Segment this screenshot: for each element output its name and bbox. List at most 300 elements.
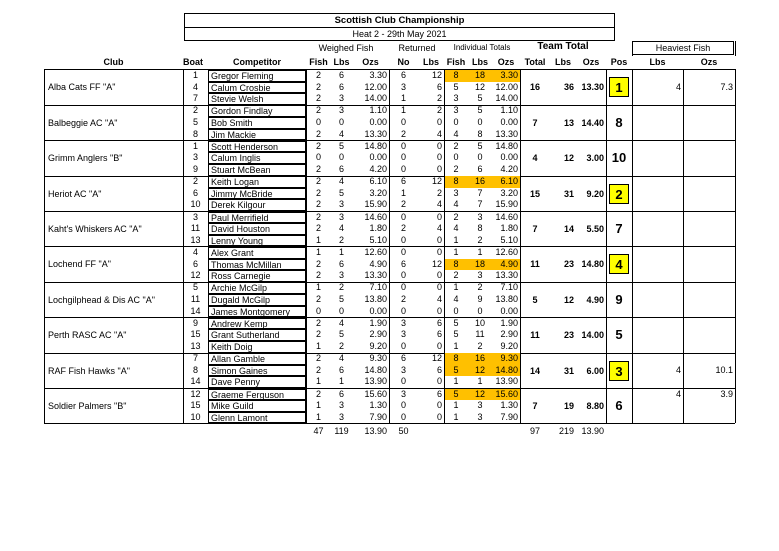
ind-lbs-cell: 18 xyxy=(468,70,492,82)
ind-lbs-cell: 5 xyxy=(477,93,483,104)
ind-ozs-cell: 1.30 xyxy=(500,400,518,411)
col-header-fish: Fish xyxy=(309,57,328,67)
returned-lbs-cell: 6 xyxy=(436,317,442,328)
ind-lbs-cell: 5 xyxy=(477,140,483,151)
lbs-cell: 5 xyxy=(338,294,344,304)
position-cell: 2 xyxy=(609,184,629,204)
boat-cell: 3 xyxy=(192,211,198,222)
ind-ozs-cell: 15.90 xyxy=(495,199,518,210)
grid-line xyxy=(632,41,633,56)
returned-no-cell: 2 xyxy=(400,294,406,304)
lbs-cell: 1 xyxy=(338,247,344,257)
returned-lbs-cell: 6 xyxy=(436,81,442,92)
ind-ozs-cell: 7.90 xyxy=(500,411,518,422)
lbs-cell: 2 xyxy=(338,282,344,293)
team-lbs-cell: 14 xyxy=(563,224,574,234)
ind-ozs-cell: 9.20 xyxy=(500,341,518,351)
fish-cell: 1 xyxy=(315,247,321,257)
fish-cell: 2 xyxy=(315,211,321,222)
ind-ozs-cell: 0.00 xyxy=(500,117,518,127)
ind-fish-cell: 1 xyxy=(453,341,459,351)
ind-lbs-cell: 7 xyxy=(477,187,483,198)
returned-lbs-cell: 0 xyxy=(436,164,442,174)
team-lbs-cell: 13 xyxy=(563,117,574,128)
col-header-pos: Pos xyxy=(610,57,628,67)
returned-no-cell: 0 xyxy=(400,376,406,387)
position-cell: 6 xyxy=(615,398,623,413)
ind-ozs-cell: 14.60 xyxy=(495,211,518,222)
ind-fish-cell: 2 xyxy=(453,164,459,174)
returned-lbs-cell: 0 xyxy=(436,211,442,222)
returned-no-cell: 2 xyxy=(400,223,406,234)
fish-cell: 2 xyxy=(315,70,321,80)
returned-no-cell: 0 xyxy=(400,270,406,281)
boat-cell: 9 xyxy=(192,164,198,174)
club-name: Soldier Palmers "B" xyxy=(48,401,127,411)
fish-cell: 2 xyxy=(315,364,321,375)
team-total-cell: 7 xyxy=(532,401,538,411)
ozs-cell: 9.20 xyxy=(369,341,387,351)
returned-no-cell: 3 xyxy=(400,317,406,328)
heaviest-ozs-cell: 10.1 xyxy=(715,364,733,375)
col-header-returned-no: No xyxy=(397,57,410,67)
ind-ozs-cell: 6.10 xyxy=(492,176,520,188)
team-lbs-cell: 23 xyxy=(563,330,574,341)
team-ozs-cell: 4.90 xyxy=(586,294,604,305)
header-heaviest-fish: Heaviest Fish xyxy=(632,41,734,55)
ind-fish-cell: 1 xyxy=(453,411,459,422)
ozs-cell: 0.00 xyxy=(369,305,387,316)
col-header-club: Club xyxy=(103,57,124,67)
col-header-lbs: Lbs xyxy=(333,57,350,67)
boat-cell: 11 xyxy=(190,294,201,304)
competitor-cell: Glenn Lamont xyxy=(208,412,306,424)
competitor-cell: David Houston xyxy=(208,223,306,235)
competitor-cell: Keith Doig xyxy=(208,341,306,353)
club-name: Lochgilphead & Dis AC "A" xyxy=(48,294,155,305)
team-ozs-cell: 8.80 xyxy=(586,401,604,411)
competitor-cell: Gregor Fleming xyxy=(208,70,306,82)
boat-cell: 14 xyxy=(190,376,201,387)
col-header-heaviest-ozs: Ozs xyxy=(700,57,718,67)
ind-fish-cell: 3 xyxy=(453,93,459,104)
ind-fish-cell: 1 xyxy=(453,282,459,293)
lbs-cell: 6 xyxy=(338,70,344,80)
ind-ozs-cell: 7.10 xyxy=(500,282,518,293)
grid-line xyxy=(44,423,632,424)
competitor-cell: Keith Logan xyxy=(208,176,306,188)
sheet-subtitle: Heat 2 - 29th May 2021 xyxy=(184,27,615,41)
ind-ozs-cell: 3.20 xyxy=(500,187,518,198)
lbs-cell: 4 xyxy=(338,223,344,234)
competitor-cell: Mike Guild xyxy=(208,400,306,412)
boat-cell: 1 xyxy=(192,140,198,151)
returned-no-cell: 0 xyxy=(400,152,406,163)
returned-no-cell: 1 xyxy=(400,187,406,198)
ind-fish-cell: 8 xyxy=(444,353,468,365)
position-cell: 4 xyxy=(609,254,629,274)
lbs-cell: 6 xyxy=(338,388,344,399)
competitor-cell: Alex Grant xyxy=(208,247,306,259)
team-total-cell: 5 xyxy=(532,294,538,305)
fish-cell: 2 xyxy=(315,329,321,340)
team-lbs-cell: 31 xyxy=(563,365,574,376)
total-team-lbs: 219 xyxy=(558,426,574,437)
competitor-cell: Bob Smith xyxy=(208,117,306,129)
lbs-cell: 1 xyxy=(338,376,344,387)
ozs-cell: 12.00 xyxy=(364,81,387,92)
returned-lbs-cell: 12 xyxy=(431,353,442,364)
ind-lbs-cell: 8 xyxy=(477,128,483,139)
returned-lbs-cell: 6 xyxy=(436,388,442,399)
lbs-cell: 4 xyxy=(338,353,344,364)
returned-lbs-cell: 2 xyxy=(436,105,442,116)
header-team-total: Team Total xyxy=(537,41,589,52)
lbs-cell: 3 xyxy=(338,411,344,422)
ozs-cell: 7.10 xyxy=(369,282,387,293)
team-ozs-cell: 3.00 xyxy=(586,153,604,164)
grid-line xyxy=(606,69,607,423)
ind-lbs-cell: 7 xyxy=(477,199,483,210)
returned-no-cell: 0 xyxy=(400,341,406,351)
competitor-cell: James Montgomery xyxy=(208,306,306,318)
col-header-returned-lbs: Lbs xyxy=(422,57,439,67)
ind-fish-cell: 1 xyxy=(453,234,459,245)
returned-no-cell: 6 xyxy=(400,353,406,364)
returned-lbs-cell: 0 xyxy=(436,376,442,387)
ozs-cell: 1.30 xyxy=(369,400,387,411)
ind-fish-cell: 5 xyxy=(444,389,468,401)
fish-cell: 2 xyxy=(315,187,321,198)
ozs-cell: 4.20 xyxy=(369,164,387,174)
fish-cell: 2 xyxy=(315,353,321,364)
returned-no-cell: 6 xyxy=(400,70,406,80)
returned-no-cell: 0 xyxy=(400,211,406,222)
ind-ozs-cell: 3.30 xyxy=(492,70,520,82)
col-header-team-ozs: Ozs xyxy=(582,57,600,67)
boat-cell: 12 xyxy=(190,388,201,399)
returned-lbs-cell: 0 xyxy=(436,305,442,316)
competitor-cell: Stuart McBean xyxy=(208,164,306,176)
returned-lbs-cell: 2 xyxy=(436,93,442,104)
lbs-cell: 2 xyxy=(338,234,344,245)
ind-lbs-cell: 6 xyxy=(477,164,483,174)
fish-cell: 2 xyxy=(315,81,321,92)
ind-ozs-cell: 12.00 xyxy=(495,81,518,92)
ozs-cell: 3.30 xyxy=(369,70,387,80)
returned-no-cell: 0 xyxy=(400,247,406,257)
competitor-cell: Stevie Welsh xyxy=(208,93,306,105)
grid-line xyxy=(632,69,633,423)
ind-ozs-cell: 5.10 xyxy=(500,234,518,245)
ind-lbs-cell: 2 xyxy=(477,282,483,293)
ind-lbs-cell: 10 xyxy=(474,317,485,328)
ind-lbs-cell: 3 xyxy=(477,400,483,411)
ind-fish-cell: 2 xyxy=(453,140,459,151)
sheet-title: Scottish Club Championship xyxy=(184,13,615,28)
grid-line xyxy=(520,69,521,423)
ind-fish-cell: 4 xyxy=(453,128,459,139)
ozs-cell: 7.90 xyxy=(369,411,387,422)
club-name: RAF Fish Hawks "A" xyxy=(48,365,130,376)
col-header-heaviest-lbs: Lbs xyxy=(649,57,666,67)
team-total-cell: 16 xyxy=(529,82,540,93)
club-name: Grimm Anglers "B" xyxy=(48,153,123,164)
competitor-cell: Scott Henderson xyxy=(208,141,306,153)
lbs-cell: 4 xyxy=(338,176,344,187)
returned-lbs-cell: 0 xyxy=(436,117,442,127)
team-total-cell: 15 xyxy=(529,188,540,199)
ozs-cell: 0.00 xyxy=(369,152,387,163)
ind-fish-cell: 5 xyxy=(453,81,459,92)
ozs-cell: 12.60 xyxy=(364,247,387,257)
ozs-cell: 15.90 xyxy=(364,199,387,210)
ind-lbs-cell: 0 xyxy=(477,117,483,127)
ind-fish-cell: 0 xyxy=(453,117,459,127)
boat-cell: 8 xyxy=(192,364,198,375)
ind-lbs-cell: 0 xyxy=(477,152,483,163)
ind-fish-cell: 8 xyxy=(444,259,468,271)
returned-lbs-cell: 0 xyxy=(436,152,442,163)
returned-no-cell: 3 xyxy=(400,81,406,92)
ozs-cell: 9.30 xyxy=(369,353,387,364)
team-ozs-cell: 14.40 xyxy=(581,117,604,128)
boat-cell: 8 xyxy=(192,128,198,139)
ind-lbs-cell: 11 xyxy=(475,329,485,340)
returned-lbs-cell: 12 xyxy=(431,176,442,187)
lbs-cell: 3 xyxy=(338,199,344,210)
competitor-cell: Simon Gaines xyxy=(208,365,306,377)
team-lbs-cell: 12 xyxy=(563,153,574,164)
ind-fish-cell: 0 xyxy=(453,152,459,163)
fish-cell: 2 xyxy=(315,140,321,151)
boat-cell: 12 xyxy=(190,270,201,281)
grid-line xyxy=(183,69,184,423)
returned-lbs-cell: 0 xyxy=(436,234,442,245)
ozs-cell: 13.90 xyxy=(364,376,387,387)
returned-no-cell: 3 xyxy=(400,364,406,375)
total-ozs: 13.90 xyxy=(364,426,387,437)
ozs-cell: 14.80 xyxy=(364,140,387,151)
ind-fish-cell: 2 xyxy=(453,211,459,222)
heaviest-lbs-cell: 4 xyxy=(675,388,681,399)
competitor-cell: Andrew Kemp xyxy=(208,318,306,330)
header-weighed-fish: Weighed Fish xyxy=(318,43,374,53)
returned-lbs-cell: 0 xyxy=(436,282,442,293)
ind-ozs-cell: 13.90 xyxy=(495,376,518,387)
grid-line xyxy=(735,69,736,423)
boat-cell: 9 xyxy=(192,317,198,328)
ozs-cell: 13.80 xyxy=(364,294,387,304)
fish-cell: 2 xyxy=(315,176,321,187)
ind-fish-cell: 2 xyxy=(453,270,459,281)
returned-no-cell: 0 xyxy=(400,400,406,411)
team-ozs-cell: 14.80 xyxy=(581,259,604,270)
team-ozs-cell: 14.00 xyxy=(581,330,604,341)
ozs-cell: 0.00 xyxy=(369,117,387,127)
boat-cell: 5 xyxy=(192,117,198,127)
total-returned-no: 50 xyxy=(398,426,409,437)
lbs-cell: 5 xyxy=(338,329,344,340)
boat-cell: 3 xyxy=(192,152,198,163)
boat-cell: 4 xyxy=(192,81,198,92)
team-lbs-cell: 19 xyxy=(563,401,574,411)
heaviest-ozs-cell: 3.9 xyxy=(720,388,733,399)
fish-cell: 2 xyxy=(315,223,321,234)
fish-cell: 1 xyxy=(315,282,321,293)
boat-cell: 7 xyxy=(192,93,198,104)
ind-ozs-cell: 1.10 xyxy=(500,105,518,116)
competitor-cell: Jim Mackie xyxy=(208,129,306,141)
team-lbs-cell: 23 xyxy=(563,259,574,270)
lbs-cell: 4 xyxy=(338,128,344,139)
lbs-cell: 3 xyxy=(338,270,344,281)
competitor-cell: Archie McGilp xyxy=(208,282,306,294)
returned-lbs-cell: 12 xyxy=(431,258,442,269)
fish-cell: 1 xyxy=(315,400,321,411)
ind-ozs-cell: 2.90 xyxy=(500,329,518,340)
total-lbs: 119 xyxy=(334,426,349,437)
returned-no-cell: 0 xyxy=(400,117,406,127)
fish-cell: 0 xyxy=(315,117,321,127)
col-header-competitor: Competitor xyxy=(233,57,281,67)
fish-cell: 2 xyxy=(315,93,321,104)
returned-lbs-cell: 6 xyxy=(436,364,442,375)
competitor-cell: Ross Carnegie xyxy=(208,270,306,282)
lbs-cell: 6 xyxy=(338,258,344,269)
ozs-cell: 14.80 xyxy=(364,364,387,375)
ozs-cell: 13.30 xyxy=(364,270,387,281)
lbs-cell: 0 xyxy=(338,117,344,127)
fish-cell: 1 xyxy=(315,341,321,351)
grid-line xyxy=(44,69,45,423)
club-name: Alba Cats FF "A" xyxy=(48,82,116,93)
col-header-ozs: Ozs xyxy=(362,57,379,67)
fish-cell: 2 xyxy=(315,294,321,304)
ind-fish-cell: 0 xyxy=(453,305,459,316)
heaviest-lbs-cell: 4 xyxy=(675,81,681,92)
ozs-cell: 13.30 xyxy=(364,128,387,139)
returned-lbs-cell: 4 xyxy=(436,199,442,210)
fish-cell: 2 xyxy=(315,258,321,269)
fish-cell: 0 xyxy=(315,152,321,163)
competitor-cell: Calum Crosbie xyxy=(208,82,306,94)
team-total-cell: 14 xyxy=(529,365,540,376)
header-returned: Returned xyxy=(398,43,436,53)
col-header-total: Total xyxy=(524,57,546,67)
team-ozs-cell: 5.50 xyxy=(586,224,604,234)
total-team-total: 97 xyxy=(529,426,540,437)
ind-ozs-cell: 14.80 xyxy=(492,365,520,377)
ind-ozs-cell: 14.00 xyxy=(495,93,518,104)
competitor-cell: Jimmy McBride xyxy=(208,188,306,200)
ind-lbs-cell: 12 xyxy=(468,365,492,377)
lbs-cell: 3 xyxy=(338,105,344,116)
ind-ozs-cell: 13.30 xyxy=(495,270,518,281)
lbs-cell: 6 xyxy=(338,164,344,174)
ind-lbs-cell: 1 xyxy=(477,247,483,257)
returned-no-cell: 6 xyxy=(400,176,406,187)
ind-lbs-cell: 18 xyxy=(468,259,492,271)
fish-cell: 2 xyxy=(315,128,321,139)
position-cell: 9 xyxy=(615,291,623,307)
ind-lbs-cell: 16 xyxy=(468,176,492,188)
returned-no-cell: 0 xyxy=(400,282,406,293)
lbs-cell: 5 xyxy=(338,187,344,198)
returned-lbs-cell: 0 xyxy=(436,411,442,422)
ind-fish-cell: 4 xyxy=(453,294,459,304)
ozs-cell: 1.80 xyxy=(369,223,387,234)
position-cell: 10 xyxy=(611,150,627,166)
club-name: Lochend FF "A" xyxy=(48,259,111,270)
ind-lbs-cell: 3 xyxy=(477,211,483,222)
returned-no-cell: 0 xyxy=(400,305,406,316)
total-team-ozs: 13.90 xyxy=(581,426,604,437)
boat-cell: 13 xyxy=(190,234,201,245)
competitor-cell: Allan Gamble xyxy=(208,353,306,365)
ind-ozs-cell: 14.80 xyxy=(495,140,518,151)
returned-lbs-cell: 4 xyxy=(436,128,442,139)
competitor-cell: Paul Merrifield xyxy=(208,212,306,224)
returned-no-cell: 3 xyxy=(400,388,406,399)
ind-ozs-cell: 13.80 xyxy=(495,294,518,304)
ind-ozs-cell: 0.00 xyxy=(500,305,518,316)
returned-lbs-cell: 0 xyxy=(436,341,442,351)
ind-fish-cell: 8 xyxy=(444,176,468,188)
ind-fish-cell: 3 xyxy=(453,105,459,116)
col-header-ind-ozs: Ozs xyxy=(497,57,515,67)
ind-fish-cell: 3 xyxy=(453,187,459,198)
team-total-cell: 7 xyxy=(532,224,538,234)
ind-fish-cell: 5 xyxy=(453,329,459,340)
ind-ozs-cell: 12.60 xyxy=(495,247,518,257)
team-total-cell: 4 xyxy=(532,153,538,164)
team-lbs-cell: 31 xyxy=(563,188,574,199)
ind-fish-cell: 4 xyxy=(453,199,459,210)
ind-lbs-cell: 5 xyxy=(477,105,483,116)
grid-line xyxy=(632,423,735,424)
ozs-cell: 5.10 xyxy=(369,234,387,245)
ind-ozs-cell: 13.30 xyxy=(495,128,518,139)
returned-lbs-cell: 2 xyxy=(436,187,442,198)
competitor-cell: Thomas McMillan xyxy=(208,259,306,271)
boat-cell: 7 xyxy=(192,353,198,364)
ind-ozs-cell: 4.20 xyxy=(500,164,518,174)
grid-line xyxy=(735,41,736,56)
returned-lbs-cell: 6 xyxy=(436,329,442,340)
ind-lbs-cell: 1 xyxy=(477,376,483,387)
returned-lbs-cell: 0 xyxy=(436,270,442,281)
header-individual-totals: Individual Totals xyxy=(453,43,511,52)
ind-fish-cell: 5 xyxy=(444,365,468,377)
boat-cell: 15 xyxy=(190,400,201,411)
boat-cell: 10 xyxy=(190,411,201,422)
returned-no-cell: 1 xyxy=(400,93,406,104)
returned-no-cell: 0 xyxy=(400,411,406,422)
fish-cell: 2 xyxy=(315,105,321,116)
ind-ozs-cell: 4.90 xyxy=(492,259,520,271)
lbs-cell: 0 xyxy=(338,152,344,163)
ind-lbs-cell: 16 xyxy=(468,353,492,365)
team-total-cell: 11 xyxy=(530,259,540,270)
team-lbs-cell: 12 xyxy=(563,294,574,305)
grid-line xyxy=(683,69,684,423)
ind-lbs-cell: 9 xyxy=(477,294,483,304)
ozs-cell: 4.90 xyxy=(369,258,387,269)
fish-cell: 2 xyxy=(315,164,321,174)
returned-lbs-cell: 0 xyxy=(436,140,442,151)
total-fish: 47 xyxy=(313,426,324,437)
